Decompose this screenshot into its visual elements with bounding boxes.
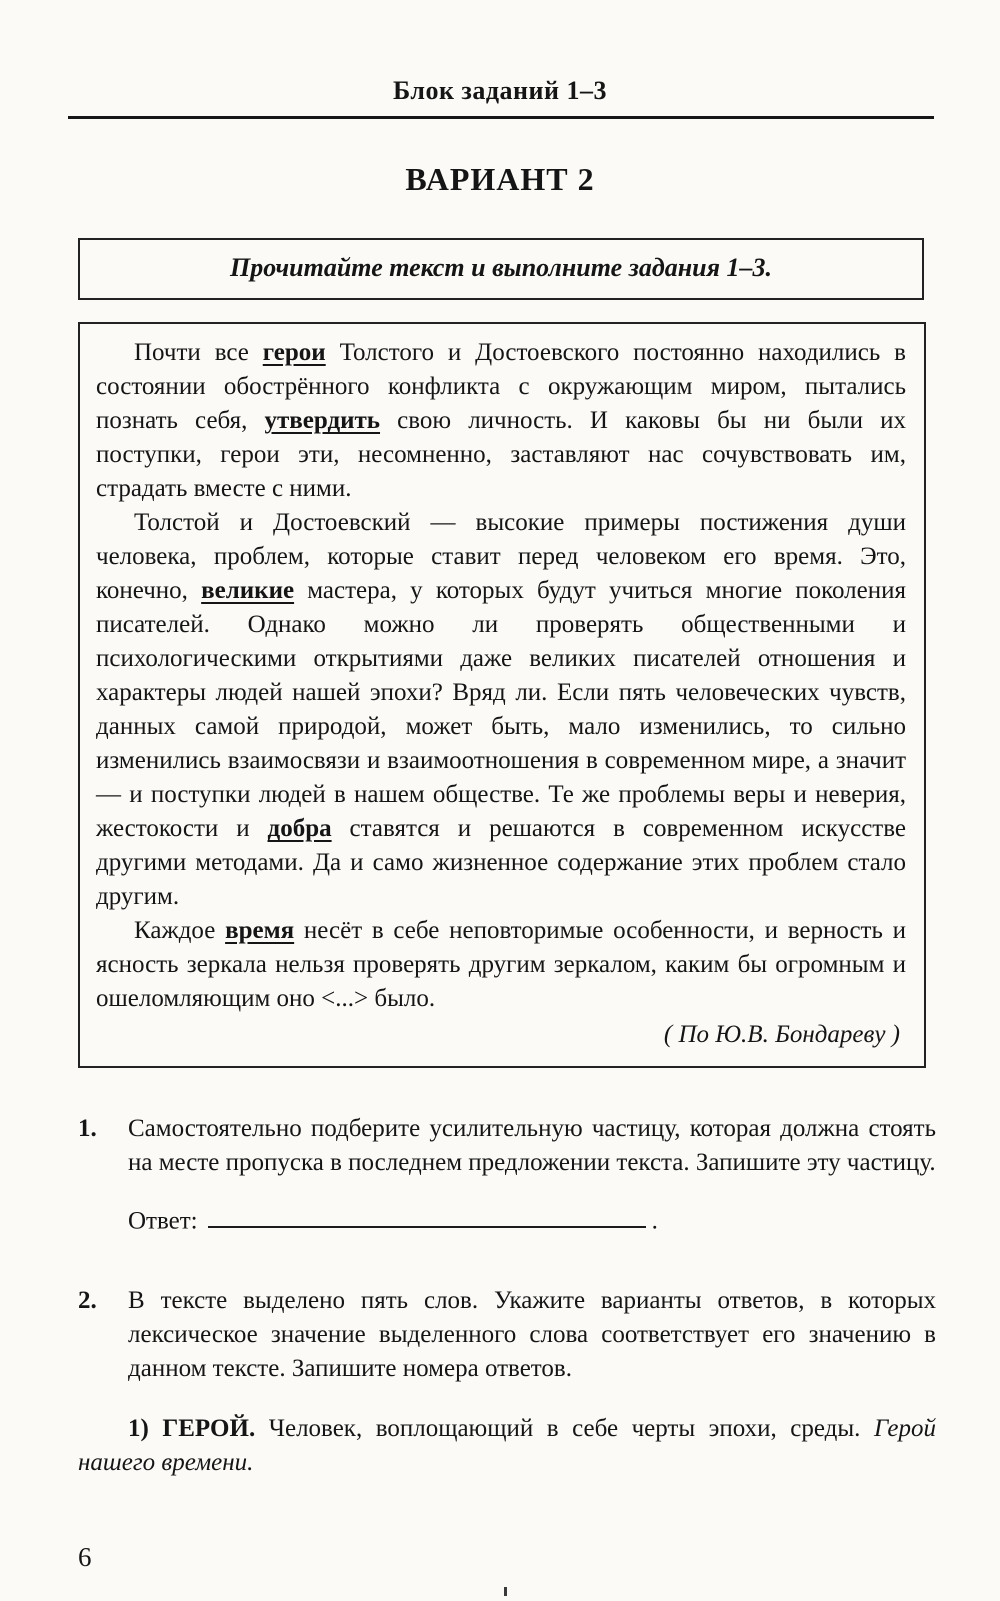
scan-artifact: [504, 1587, 507, 1596]
highlighted-word: герои: [262, 339, 326, 366]
highlighted-word: время: [225, 917, 295, 944]
text-paragraphs: [96, 336, 906, 1016]
source-text-box: [78, 322, 926, 1068]
highlighted-word: великие: [201, 577, 295, 604]
instruction-text: Прочитайте текст и выполните задания 1–3.: [229, 253, 773, 282]
attribution: ( По Ю.В. Бондареву ): [663, 1021, 900, 1048]
task-2: [78, 1284, 936, 1480]
answer-line: [128, 1200, 936, 1238]
highlighted-word: утвердить: [264, 407, 381, 434]
tasks-section: [78, 1112, 936, 1480]
answer-blank: [208, 1200, 646, 1228]
header-rule: [68, 116, 934, 119]
answer-label: Ответ:: [128, 1207, 198, 1235]
task-2-text: В тексте выделено пять слов. Укажите варианты ответов, в которых лексическое значение выделенного слова соответствует его значению в данном тексте. Запишите номера ответов.: [128, 1287, 936, 1383]
task-1-text: Самостоятельно подберите усилительную частицу, которая должна стоять на месте пропуска в последнем предложении текста. Запишите эту частицу.: [128, 1115, 936, 1176]
text-paragraph: Каждое время несёт в себе неповторимые особенности, и верность и ясность зеркала нельзя проверять другим зеркалом, каким бы огромным и ошеломляющим оно <...> было.: [96, 917, 906, 1012]
task-1: [78, 1112, 936, 1238]
answer-period: .: [651, 1207, 658, 1235]
block-header: Блок заданий 1–3: [393, 76, 607, 105]
task-2-option-1: 1) ГЕРОЙ. Человек, воплощающий в себе черты эпохи, среды. Герой нашего времени.: [78, 1415, 937, 1477]
task-2-number: 2.: [78, 1287, 97, 1315]
page-number: 6: [78, 1542, 92, 1572]
text-paragraph: Толстой и Достоевский — высокие примеры постижения души человека, проблем, которые ставит перед человеком его время. Это, конечно, великие мастера, у которых будут учиться многие поколения писателей. Однако можно ли проверять общественными и психологическими открытиями даже великих писателей отношения и характеры людей нашей эпохи? Вряд ли. Если пять человеческих чувств, данных самой природой, может быть, мало изменились, то сильно изменились взаимосвязи и взаимоотношения в современном мире, а значит — и поступки людей в нашем обществе. Те же проблемы веры и неверия, жестокости и добра ставятся и решаются в современном искусстве другими методами. Да и само жизненное содержание этих проблем стало другим.: [96, 509, 907, 910]
text-paragraph: Почти все герои Толстого и Достоевского постоянно находились в состоянии обострённого конфликта с окружающим миром, пытались познать себя, утвердить свою личность. И каковы бы ни были их поступки, герои эти, несомненно, заставляют нас сочувствовать им, страдать вместе с ними.: [96, 339, 906, 502]
highlighted-word: добра: [267, 815, 332, 842]
variant-title: ВАРИАНТ 2: [405, 161, 595, 197]
instruction-box: [78, 238, 924, 300]
task-1-number: 1.: [78, 1115, 97, 1142]
